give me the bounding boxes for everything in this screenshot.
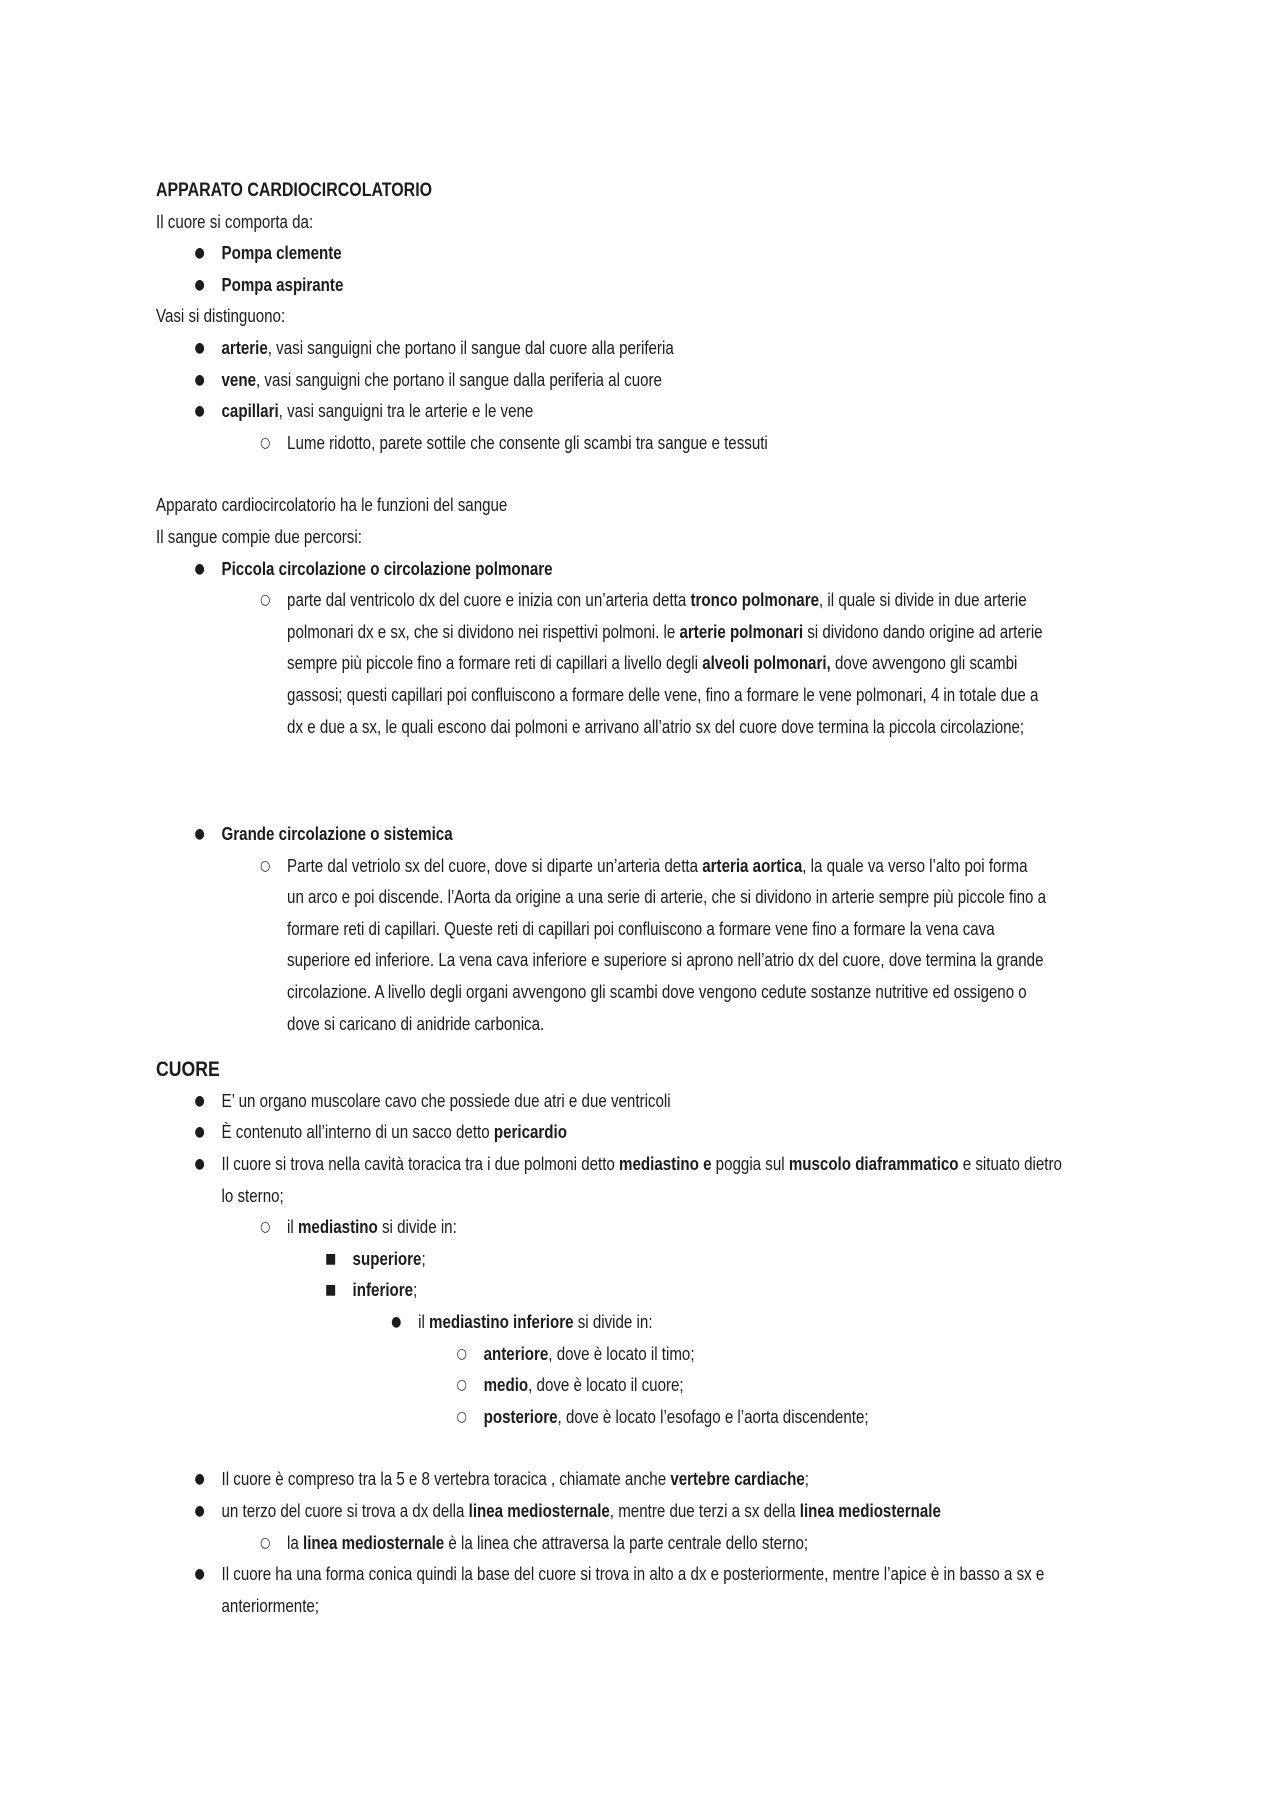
bullet-icon: ● xyxy=(194,245,205,262)
vessel-list xyxy=(156,333,1139,459)
bullet-icon: ● xyxy=(194,371,205,388)
circle-bullet-icon: ○ xyxy=(260,434,271,451)
list-item xyxy=(156,585,1139,743)
pump-list xyxy=(156,238,1139,301)
list-item: ● un terzo del cuore si trova a dx della linea mediosternale, mentre due terzi a sx della linea mediosternale xyxy=(156,1496,1139,1528)
bullet-icon: ● xyxy=(194,560,205,577)
functions-line: Apparato cardiocircolatorio ha le funzioni del sangue xyxy=(156,495,508,516)
circle-bullet-icon: ○ xyxy=(260,1219,271,1236)
list-item: ○ il mediastino si divide in: xyxy=(156,1212,1139,1244)
small-circulation-text: parte dal ventricolo dx del cuore e inizia con un’arteria detta tronco polmonare, il quale si divide in due arterie polmonari dx e sx, che si dividono nei rispettivi polmoni. le arterie polmonari si dividono dando origine ad arterie sempre più piccole fino a formare reti di capillari a livello degli alveoli polmonari, dove avvengono gli scambi gassosi; questi capillari poi confluiscono a formare delle vene, fino a formare le vene polmonari, 4 in totale due a dx e due a sx, le quali escono dai polmoni e arrivano all’atrio sx del cuore dove termina la piccola circolazione; xyxy=(287,590,1043,737)
list-item: ○ la linea mediosternale è la linea che attraversa la parte centrale dello sterno; xyxy=(156,1528,1139,1560)
list-item: ● Piccola circolazione o circolazione polmonare xyxy=(156,554,1139,586)
list-item: ● vene, vasi sanguigni che portano il sangue dalla periferia al cuore xyxy=(156,365,1139,397)
document-body xyxy=(156,175,1139,1622)
list-item: ○ medio, dove è locato il cuore; xyxy=(156,1370,1139,1402)
list-item: ● Pompa aspirante xyxy=(156,270,1139,302)
list-item: ● arterie, vasi sanguigni che portano il sangue dal cuore alla periferia xyxy=(156,333,1139,365)
list-item: ○ anteriore, dove è locato il timo; xyxy=(156,1339,1139,1371)
large-circulation-text: Parte dal vetriolo sx del cuore, dove si diparte un’arteria detta arteria aortica, la quale va verso l’alto poi forma un arco e poi discende. l’Aorta da origine a una serie di arterie, che si dividono in arterie sempre più piccole fino a formare reti di capillari. Queste reti di capillari poi confluiscono a formare vene fino a formare la vena cava superiore ed inferiore. La vena cava inferiore e superiore si aprono nell’atrio dx del cuore, dove termina la grande circolazione. A livello degli organi avvengono gli scambi dove vengono cedute sostanze nutritive ed ossigeno o dove si caricano di anidride carbonica. xyxy=(287,855,1046,1034)
bullet-icon: ● xyxy=(194,403,205,420)
bullet-icon: ● xyxy=(194,1502,205,1519)
bullet-icon: ● xyxy=(194,826,205,843)
circulation-list xyxy=(156,554,1139,744)
bullet-icon: ● xyxy=(194,1566,205,1583)
bullet-icon: ● xyxy=(194,1124,205,1141)
vessels-intro: Vasi si distinguono: xyxy=(156,306,286,327)
circle-bullet-icon: ○ xyxy=(260,1534,271,1551)
list-item: ● il mediastino inferiore si divide in: xyxy=(156,1307,1139,1339)
list-item: ● E’ un organo muscolare cavo che possiede due atri e due ventricoli xyxy=(156,1086,1139,1118)
section-heading: CUORE xyxy=(156,1058,220,1082)
square-bullet-icon: ■ xyxy=(325,1282,337,1299)
bullet-icon: ● xyxy=(194,276,205,293)
list-item: ● capillari, vasi sanguigni tra le arterie e le vene xyxy=(156,396,1139,428)
bullet-icon: ● xyxy=(391,1314,402,1330)
list-item xyxy=(156,851,1139,1041)
list-item: ● È contenuto all’interno di un sacco detto pericardio xyxy=(156,1117,1139,1149)
heart-list-2 xyxy=(156,1464,1139,1622)
list-item: ○ posteriore, dove è locato l’esofago e l’aorta discendente; xyxy=(156,1402,1139,1434)
list-item: ■ inferiore; xyxy=(156,1275,1139,1307)
heart-intro: Il cuore si comporta da: xyxy=(156,211,314,232)
list-item: ● Il cuore ha una forma conica quindi la base del cuore si trova in alto a dx e posteriormente, mentre l’apice è in basso a sx e anteriormente; xyxy=(156,1559,1139,1622)
list-item: ● Grande circolazione o sistemica xyxy=(156,819,1139,851)
bullet-icon: ● xyxy=(194,1156,205,1173)
list-item: ● Il cuore si trova nella cavità toracica tra i due polmoni detto mediastino e poggia sul muscolo diaframmatico e situato dietro lo sterno; xyxy=(156,1149,1139,1212)
bullet-icon: ● xyxy=(194,339,205,356)
list-item: ■ superiore; xyxy=(156,1244,1139,1276)
bullet-icon: ● xyxy=(194,1092,205,1109)
list-item: ○ Lume ridotto, parete sottile che consente gli scambi tra sangue e tessuti xyxy=(156,428,1139,460)
circulation-list-2 xyxy=(156,819,1139,1040)
circle-bullet-icon: ○ xyxy=(456,1377,467,1394)
list-item: ● Pompa clemente xyxy=(156,238,1139,270)
circle-bullet-icon: ○ xyxy=(260,592,271,609)
page-title: APPARATO CARDIOCIRCOLATORIO xyxy=(156,180,433,201)
square-bullet-icon: ■ xyxy=(325,1250,337,1267)
paths-intro: Il sangue compie due percorsi: xyxy=(156,526,362,547)
circle-bullet-icon: ○ xyxy=(456,1408,467,1425)
circle-bullet-icon: ○ xyxy=(260,857,271,874)
heart-list xyxy=(156,1086,1139,1434)
bullet-icon: ● xyxy=(194,1471,205,1488)
circle-bullet-icon: ○ xyxy=(456,1345,467,1362)
list-item: ● Il cuore è compreso tra la 5 e 8 vertebra toracica , chiamate anche vertebre cardiache; xyxy=(156,1464,1139,1496)
